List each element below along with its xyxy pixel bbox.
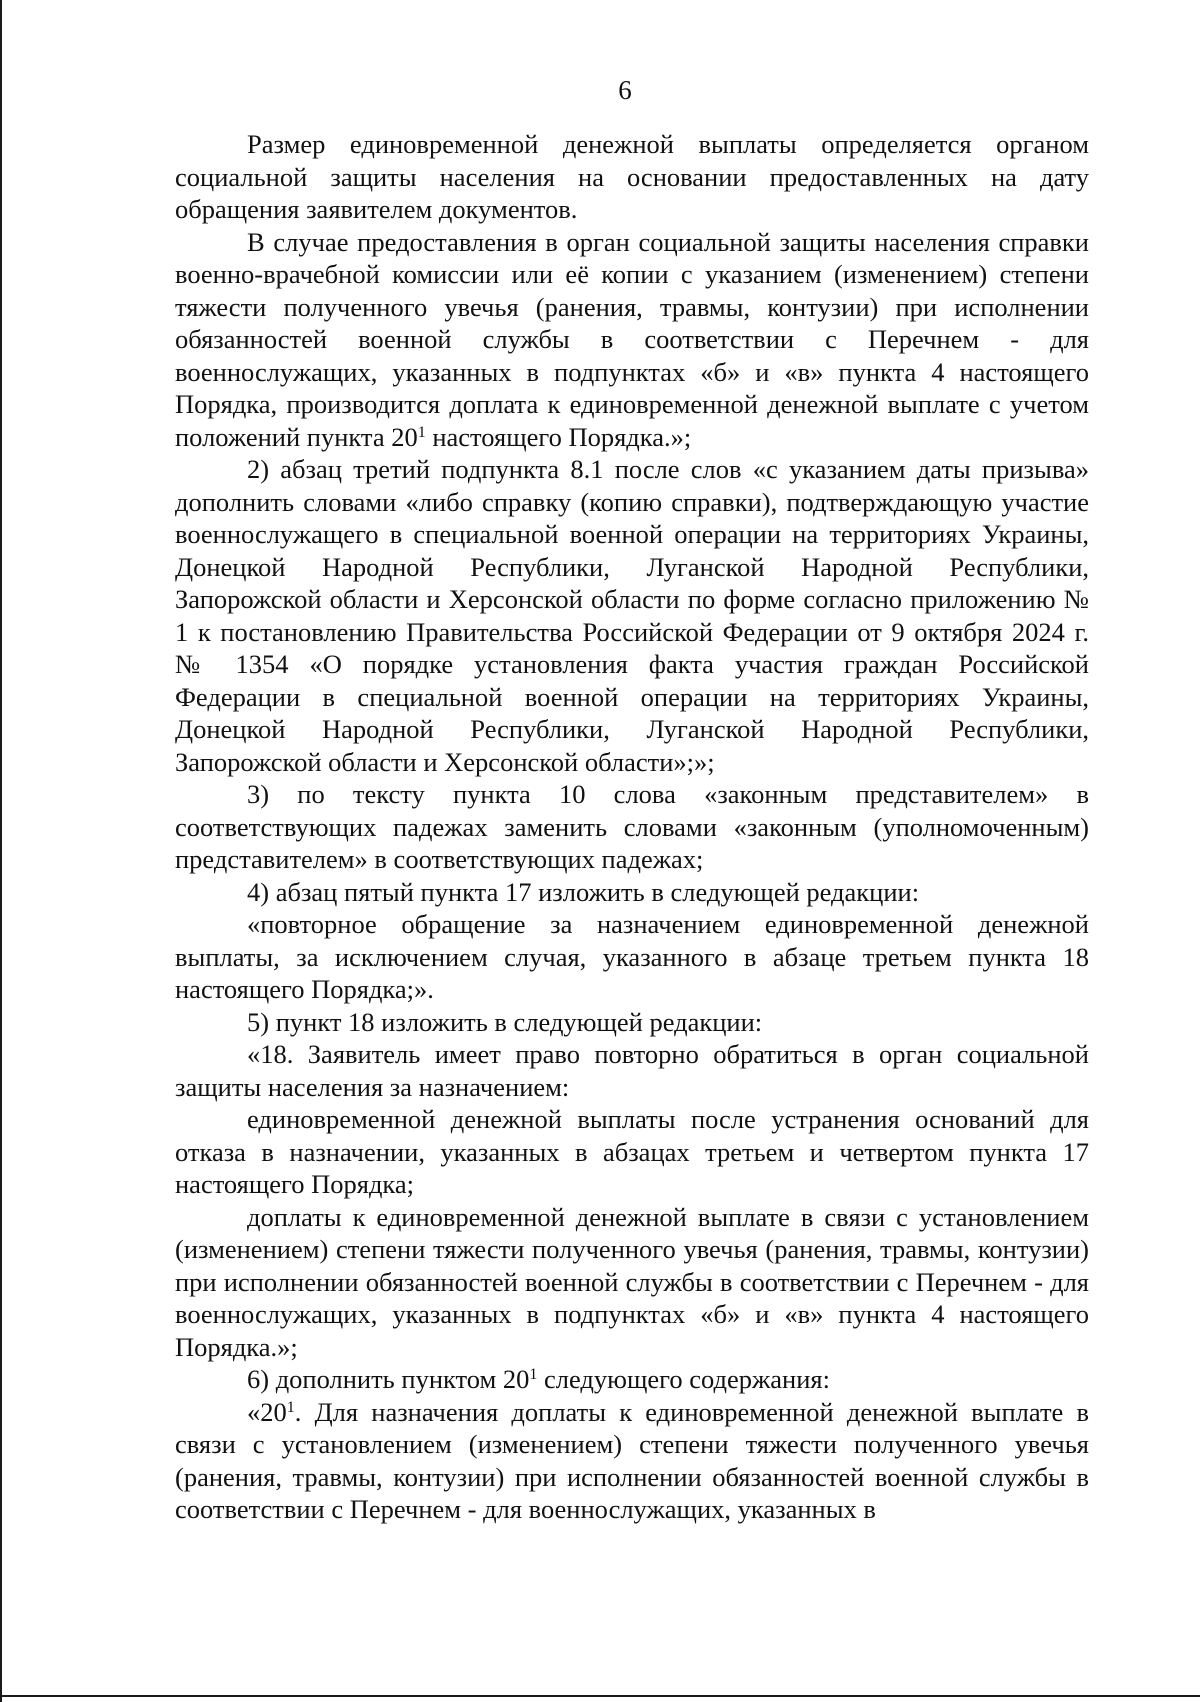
paragraph-item-4: 4) абзац пятый пункта 17 изложить в следующей редакции:	[247, 876, 920, 907]
paragraph-item-18-surcharge: доплаты к единовременной денежной выплате в связи с установлением (изменением) степени тяжести полученного увечья (ранения, травмы, контузии) при исполнении обязанностей военной службы в соответствии с Перечнем - для военнослужащих, указанных в подпунктах «б» и «в» пункта 4 настоящего Порядка.»;	[175, 1201, 1089, 1362]
scan-border-left	[0, 0, 2, 1702]
document-body	[175, 128, 1089, 1526]
paragraph-item-18-payment: единовременной денежной выплаты после устранения оснований для отказа в назначении, указанных в абзацах третьем и четвертом пункта 17 настоящего Порядка;	[175, 1104, 1089, 1199]
paragraph-medical-certificate: В случае предоставления в орган социальной защиты населения справки военно-врачебной комиссии или её копии с указанием (изменением) степени тяжести полученного увечья (ранения, травмы, контузии) при исполнении обязанностей военной службы в соответствии с Перечнем - для военнослужащих, указанных в подпунктах «б» и «в» пункта 4 настоящего Порядка, производится доплата к единовременной денежной выплате с учетом положений пункта $20^1$ настоящего Порядка.»;	[175, 226, 1089, 452]
scan-border-bottom	[0, 1695, 1200, 1697]
paragraph-item-20-1: «$20^1$. Для назначения доплаты к единовременной денежной выплате в связи с установлением (изменением) степени тяжести полученного увечья (ранения, травмы, контузии) при исполнении обязанностей военной службы в соответствии с Перечнем - для военнослужащих, указанных в	[175, 1396, 1089, 1524]
paragraph-item-2: 2) абзац третий подпункта 8.1 после слов «с указанием даты призыва» дополнить словами «либо справку (копию справки), подтверждающую участие военнослужащего в специальной военной операции на территориях Украины, Донецкой Народной Республики, Луганской Народной Республики, Запорожской области и Херсонской области по форме согласно приложению № 1 к постановлению Правительства Российской Федерации от 9 октября 2024 г. № 1354 «О порядке установления факта участия граждан Российской Федерации в специальной военной операции на территориях Украины, Донецкой Народной Республики, Луганской Народной Республики, Запорожской области и Херсонской области»;»;	[175, 454, 1089, 777]
paragraph-item-18-intro: «18. Заявитель имеет право повторно обратиться в орган социальной защиты населения за назначением:	[175, 1039, 1089, 1102]
paragraph-item-3: 3) по тексту пункта 10 слова «законным представителем» в соответствующих падежах заменить словами «законным (уполномоченным) представителем» в соответствующих падежах;	[175, 779, 1089, 874]
paragraph-payment-amount: Размер единовременной денежной выплаты определяется органом социальной защиты населения на основании предоставленных на дату обращения заявителем документов.	[175, 129, 1089, 224]
paragraph-item-6: 6) дополнить пунктом $20^1$ следующего содержания:	[247, 1364, 830, 1394]
paragraph-item-5: 5) пункт 18 изложить в следующей редакции:	[247, 1006, 763, 1037]
page-number: 6	[618, 75, 632, 105]
paragraph-item-4-quote: «повторное обращение за назначением единовременной денежной выплаты, за исключением случая, указанного в абзаце третьем пункта 18 настоящего Порядка;».	[175, 909, 1089, 1004]
